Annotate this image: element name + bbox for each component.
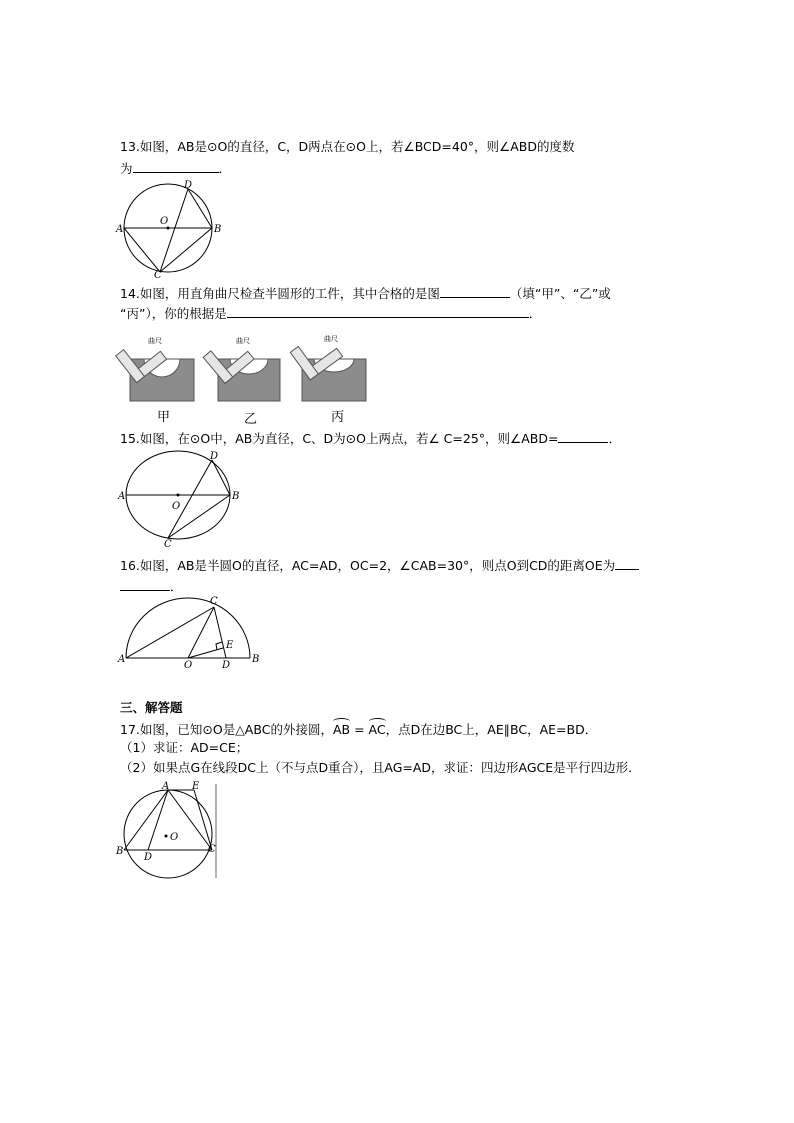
q17-segment-ad xyxy=(148,790,168,850)
q15-line1-b: ． xyxy=(608,431,621,446)
q14-label-bing: 丙 xyxy=(331,410,345,425)
q13-chord-db xyxy=(188,189,212,228)
q14-bing-ruler-label: 曲尺 xyxy=(324,335,338,343)
q14-panel-yi xyxy=(216,331,282,403)
q17-circle xyxy=(124,790,212,878)
q13-line2 xyxy=(120,160,231,177)
q15-figure xyxy=(116,447,240,549)
q17-part1: （1）求证：AD=CE； xyxy=(120,740,249,755)
q16-label-b: B xyxy=(252,654,260,665)
q17-arc-ab: AB xyxy=(332,722,351,737)
q14-line1 xyxy=(120,285,611,302)
q17-line1 xyxy=(120,720,597,738)
q13-label-d: D xyxy=(184,180,193,191)
q15-label-o: O xyxy=(172,501,181,512)
q16-label-a: A xyxy=(118,654,126,665)
q14-yi-ruler-label: 曲尺 xyxy=(236,337,250,345)
q17-label-c: C xyxy=(208,844,216,855)
q16-line2 xyxy=(120,578,183,595)
q16-line1-a: 16.如图，AB是半圆O的直径，AC=AD，OC=2，∠CAB=30°，则点O到CD的距离OE为 xyxy=(120,558,616,573)
q17-figure xyxy=(116,782,220,880)
q17-part2: （2）如果点G在线段DC上（不与点D重合），且AG=AD，求证：四边形AGCE是平行四边形． xyxy=(120,760,641,775)
q13-label-b: B xyxy=(214,224,222,235)
q13-line1: 13.如图，AB是⊙O的直径，C，D两点在⊙O上，若∠BCD=40°，则∠ABD的度数 xyxy=(120,139,575,154)
q17-center-dot xyxy=(165,835,168,838)
q16-figure xyxy=(116,596,264,671)
q17-label-e: E xyxy=(192,781,200,792)
q17-arc-ac: AC xyxy=(368,722,386,737)
q17-label-b: B xyxy=(116,846,124,857)
q14-jia-ruler-label: 曲尺 xyxy=(148,337,162,345)
q17-eq: = xyxy=(350,722,369,737)
q16-answer-blank-1[interactable] xyxy=(615,557,639,570)
q16-label-c: C xyxy=(210,596,218,607)
q13-label-c: C xyxy=(154,270,162,281)
q17-side-ab xyxy=(124,790,168,850)
q14-line1-b: （填“甲”、“乙”或 xyxy=(509,286,611,301)
q14-line2 xyxy=(120,305,541,322)
q16-line-oe xyxy=(188,648,223,658)
q16-line1 xyxy=(120,557,639,574)
q15-answer-blank[interactable] xyxy=(558,430,608,443)
q17-label-o: O xyxy=(170,832,179,843)
q16-label-e: E xyxy=(226,640,234,651)
section3-heading: 三、解答题 xyxy=(120,700,183,715)
q17-text-b: ，点D在边BC上，AE∥BC，AE=BD． xyxy=(385,722,598,737)
q13-answer-blank[interactable] xyxy=(133,160,219,173)
q13-label-o: O xyxy=(160,216,169,227)
q15-label-b: B xyxy=(232,491,240,502)
q14-answer-blank-2[interactable] xyxy=(227,305,529,318)
q15-center-dot xyxy=(177,494,180,497)
q14-label-yi: 乙 xyxy=(244,412,258,427)
q15-label-c: C xyxy=(164,539,172,550)
q17-label-d: D xyxy=(144,852,153,863)
q13-label-a: A xyxy=(116,224,124,235)
q15-line1-a: 15.如图，在⊙O中，AB为直径，C、D为⊙O上两点，若∠ C=25°，则∠ABD= xyxy=(120,431,559,446)
q13-figure xyxy=(116,180,222,281)
q13-line2-suffix: ． xyxy=(218,161,232,176)
q16-line2-b: ． xyxy=(170,579,183,594)
q14-label-jia: 甲 xyxy=(157,410,171,425)
q15-chord-db xyxy=(212,460,230,495)
q16-label-d: D xyxy=(222,660,231,671)
q14-panel-bing xyxy=(300,331,368,403)
q14-line1-a: 14.如图，用直角曲尺检查半圆形的工件，其中合格的是图 xyxy=(120,286,440,301)
q15-line1 xyxy=(120,430,621,447)
q14-line2-a: “丙”），你的根据是 xyxy=(120,306,227,321)
q16-answer-blank-2[interactable] xyxy=(120,578,170,591)
q16-label-o: O xyxy=(184,660,193,671)
q15-label-a: A xyxy=(118,491,126,502)
q15-label-d: D xyxy=(210,451,219,462)
q14-panel-jia xyxy=(128,331,196,403)
q13-line2-prefix: 为 xyxy=(120,161,133,176)
q15-chord-cd xyxy=(168,460,212,538)
q17-text-a: 17.如图，已知⊙O是△ABC的外接圆， xyxy=(120,722,333,737)
q14-line2-b: ． xyxy=(528,306,542,321)
q17-label-a: A xyxy=(162,781,170,792)
q14-answer-blank-1[interactable] xyxy=(440,285,510,298)
